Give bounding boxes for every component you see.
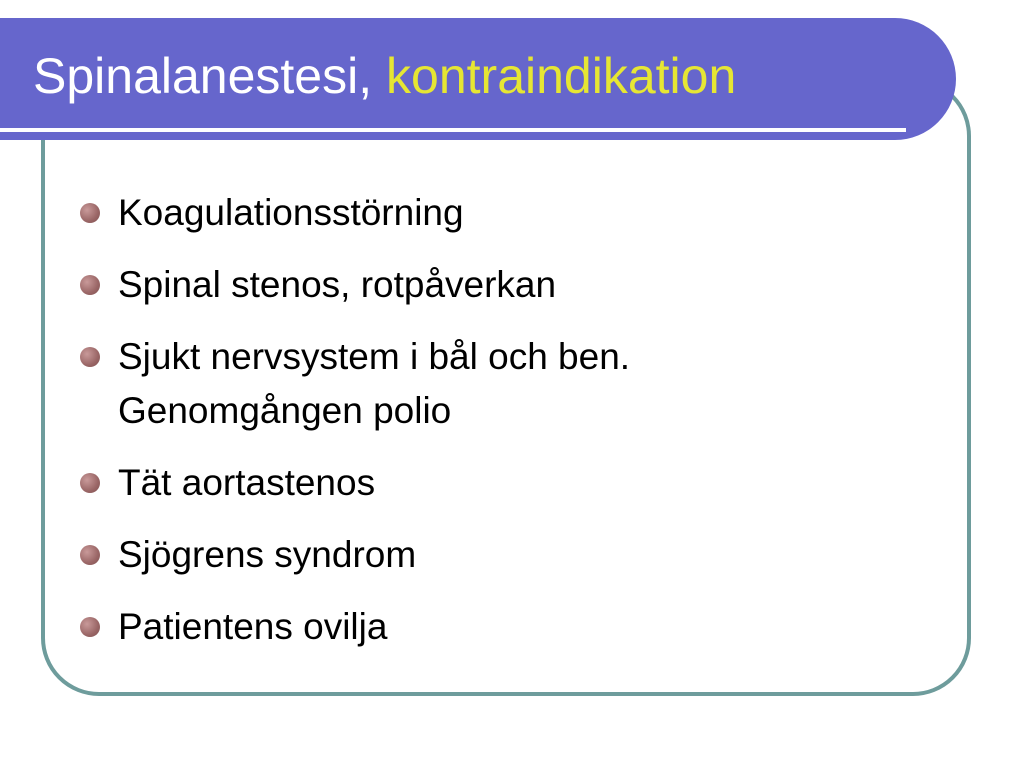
bullet-item xyxy=(80,258,630,312)
bullet-text: Spinal stenos, rotpåverkan xyxy=(118,264,557,305)
bullet-item xyxy=(80,456,630,510)
title-underline xyxy=(0,128,906,132)
bullet-text-continuation: Genomgången polio xyxy=(118,390,452,431)
bullet-item xyxy=(80,600,630,654)
bullet-text: Koagulationsstörning xyxy=(118,192,464,233)
bullet-dot-icon xyxy=(80,275,100,295)
bullet-dot-icon xyxy=(80,347,100,367)
slide-title xyxy=(33,46,736,106)
bullet-item xyxy=(80,528,630,582)
title-main: Spinalanestesi, xyxy=(33,48,373,104)
bullet-item xyxy=(80,186,630,240)
bullet-text: Tät aortastenos xyxy=(118,462,376,503)
bullet-text: Sjukt nervsystem i bål och ben. xyxy=(118,336,631,377)
bullet-dot-icon xyxy=(80,203,100,223)
title-accent: kontraindikation xyxy=(386,48,737,104)
bullet-dot-icon xyxy=(80,617,100,637)
bullet-item xyxy=(80,330,630,438)
bullet-text: Patientens ovilja xyxy=(118,606,388,647)
bullet-text: Sjögrens syndrom xyxy=(118,534,417,575)
bullet-list xyxy=(80,186,630,672)
bullet-dot-icon xyxy=(80,473,100,493)
bullet-dot-icon xyxy=(80,545,100,565)
